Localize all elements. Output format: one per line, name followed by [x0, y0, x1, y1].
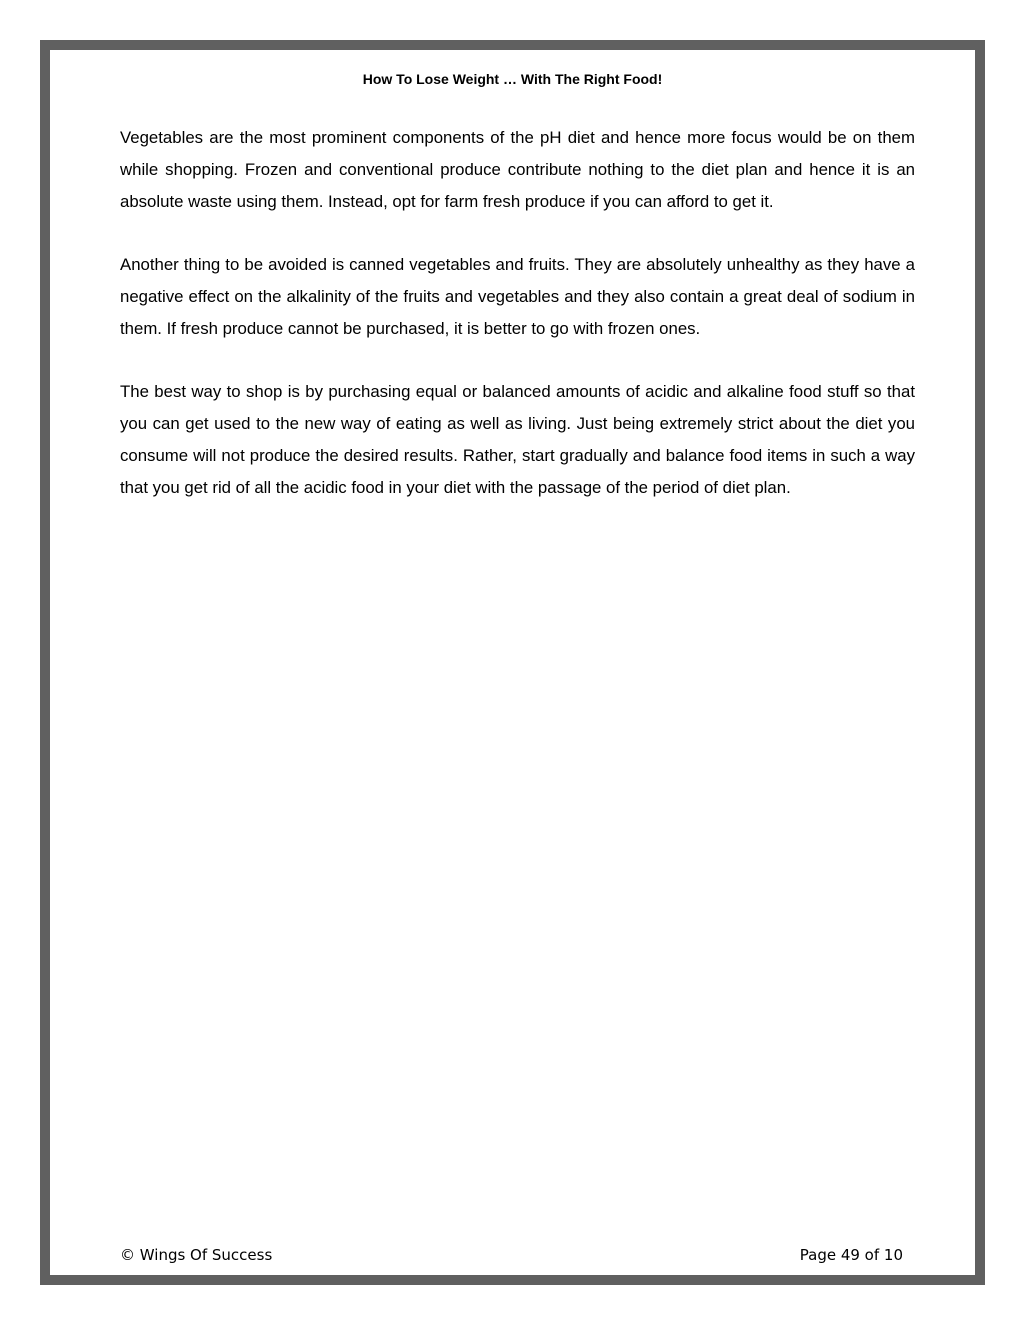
- paragraph-3: The best way to shop is by purchasing equal or balanced amounts of acidic and alkaline food stuff so that you can get used to the new way of eating as well as living. Just being extremely strict about the diet you consume will not produce the desired results. Rather, start gradually and balance food items in such a way that you get rid of all the acidic food in your diet with the passage of the period of diet plan.: [120, 382, 915, 497]
- paragraph-1: Vegetables are the most prominent components of the pH diet and hence more focus would be on them while shopping. Frozen and conventional produce contribute nothing to the diet plan and hence it is an absolute waste using them. Instead, opt for farm fresh produce if you can afford to get it.: [120, 128, 915, 211]
- footer-page-number: Page 49 of 10: [799, 1246, 903, 1264]
- page-header-title: How To Lose Weight … With The Right Food!: [362, 71, 663, 87]
- body-text: [120, 122, 915, 535]
- page-content: [50, 50, 975, 1275]
- footer-copyright: © Wings Of Success: [120, 1246, 273, 1264]
- page-frame: [40, 40, 985, 1285]
- paragraph-2: Another thing to be avoided is canned vegetables and fruits. They are absolutely unhealthy as they have a negative effect on the alkalinity of the fruits and vegetables and they also contain a great deal of sodium in them. If fresh produce cannot be purchased, it is better to go with frozen ones.: [120, 255, 915, 338]
